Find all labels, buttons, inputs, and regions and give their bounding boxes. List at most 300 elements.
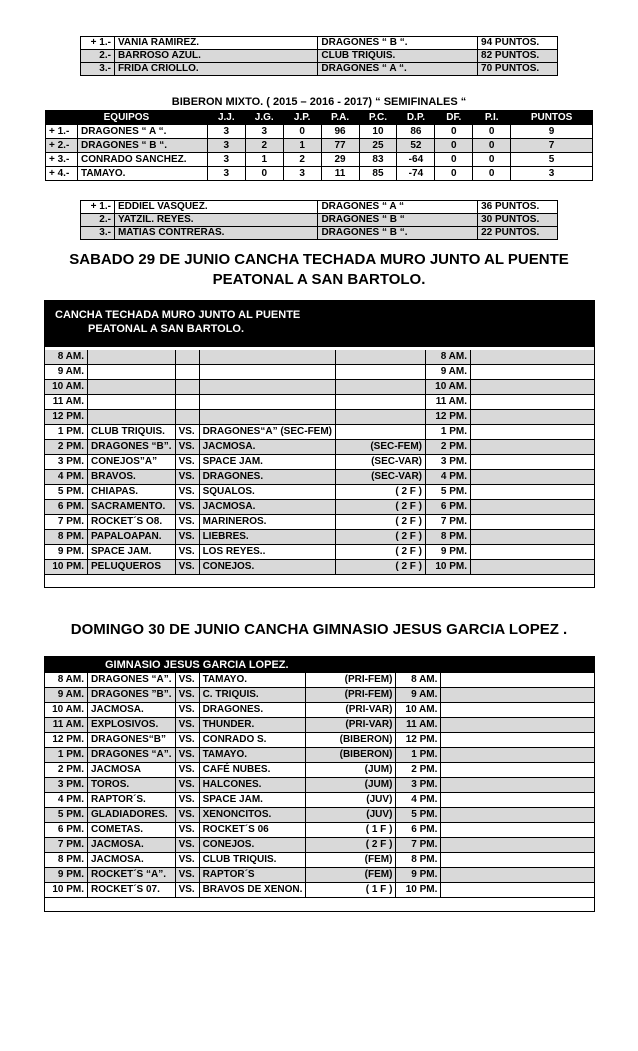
game-category: (PRI-FEM): [306, 673, 396, 688]
row-filler: [471, 425, 594, 440]
home-team: JACMOSA.: [88, 838, 176, 853]
game-time: 10 PM.: [45, 560, 88, 575]
away-team: C. TRIQUIS.: [199, 688, 306, 703]
away-team: [199, 365, 335, 380]
player-name: YATZIL. REYES.: [114, 214, 317, 227]
versus-label: VS.: [175, 778, 199, 793]
team-name: TAMAYO.: [77, 167, 207, 181]
stat-jg: 1: [245, 153, 283, 167]
home-team: TOROS.: [88, 778, 176, 793]
schedule-row: [45, 485, 594, 500]
row-filler: [471, 455, 594, 470]
versus-label: VS.: [175, 545, 199, 560]
away-team: TAMAYO.: [199, 748, 306, 763]
schedule-row: [45, 763, 594, 778]
schedule-row: [45, 778, 594, 793]
game-time: 7 PM.: [45, 515, 88, 530]
column-header: P.A.: [321, 111, 359, 125]
schedule-row: [45, 545, 594, 560]
game-time-repeat: 8 AM.: [396, 673, 441, 688]
player-team: DRAGONES “ B “: [318, 214, 478, 227]
player-points: 70 PUNTOS.: [478, 63, 558, 76]
team-name: DRAGONES “ B “.: [77, 139, 207, 153]
row-filler: [471, 440, 594, 455]
stat-pts: 3: [511, 167, 593, 181]
row-filler: [471, 395, 594, 410]
row-filler: [471, 500, 594, 515]
schedule-row: [45, 425, 594, 440]
away-team: SPACE JAM.: [199, 455, 335, 470]
schedule-row: [45, 808, 594, 823]
versus-label: VS.: [175, 425, 199, 440]
home-team: GLADIADORES.: [88, 808, 176, 823]
versus-label: VS.: [175, 853, 199, 868]
home-team: RAPTOR´S.: [88, 793, 176, 808]
saturday-venue-line2: PEATONAL A SAN BARTOLO.: [88, 323, 245, 335]
stat-df: 0: [435, 139, 473, 153]
game-time: 11 AM.: [45, 395, 88, 410]
schedule-row: [45, 365, 594, 380]
stat-pi: 0: [473, 167, 511, 181]
game-time-repeat: 8 AM.: [426, 350, 471, 365]
schedule-row: [45, 823, 594, 838]
standings-row: [46, 125, 593, 139]
row-filler: [441, 673, 594, 688]
versus-label: [175, 350, 199, 365]
schedule-row: [45, 380, 594, 395]
game-time-repeat: 4 PM.: [426, 470, 471, 485]
versus-label: VS.: [175, 838, 199, 853]
game-category: [336, 395, 426, 410]
game-time: 4 PM.: [45, 793, 88, 808]
game-category: ( 2 F ): [336, 560, 426, 575]
stat-pc: 10: [359, 125, 397, 139]
game-time: 8 PM.: [45, 853, 88, 868]
game-time-repeat: 9 AM.: [426, 365, 471, 380]
away-team: ROCKET´S 06: [199, 823, 306, 838]
schedule-row: [45, 868, 594, 883]
away-team: SPACE JAM.: [199, 793, 306, 808]
column-header: J.P.: [283, 111, 321, 125]
player-points: 82 PUNTOS.: [478, 50, 558, 63]
team-position: + 3.-: [46, 153, 78, 167]
standings-header-row: [46, 111, 593, 125]
game-category: (JUV): [306, 793, 396, 808]
away-team: BRAVOS DE XENON.: [199, 883, 306, 898]
game-time: 8 AM.: [45, 350, 88, 365]
game-time-repeat: 7 PM.: [426, 515, 471, 530]
game-category: (JUM): [306, 778, 396, 793]
stat-pts: 7: [511, 139, 593, 153]
stat-pa: 77: [321, 139, 359, 153]
away-team: LIEBRES.: [199, 530, 335, 545]
game-time: 11 AM.: [45, 718, 88, 733]
away-team: [199, 350, 335, 365]
team-position: + 2.-: [46, 139, 78, 153]
stat-jj: 3: [207, 167, 245, 181]
saturday-schedule: [44, 300, 595, 588]
ranking-row: [81, 214, 558, 227]
row-filler: [441, 853, 594, 868]
stat-jj: 3: [207, 153, 245, 167]
game-time-repeat: 11 AM.: [426, 395, 471, 410]
game-time-repeat: 6 PM.: [396, 823, 441, 838]
versus-label: VS.: [175, 718, 199, 733]
row-filler: [441, 823, 594, 838]
game-time: 9 PM.: [45, 868, 88, 883]
rank-position: 2.-: [81, 214, 115, 227]
player-name: MATIAS CONTRERAS.: [114, 227, 317, 240]
stat-jp: 2: [283, 153, 321, 167]
rank-position: 2.-: [81, 50, 115, 63]
game-time: 1 PM.: [45, 425, 88, 440]
player-name: VANIA RAMIREZ.: [114, 37, 317, 50]
schedule-row: [45, 718, 594, 733]
game-time: 9 PM.: [45, 545, 88, 560]
player-points: 30 PUNTOS.: [478, 214, 558, 227]
game-category: (FEM): [306, 868, 396, 883]
ranking-row: [81, 50, 558, 63]
game-category: [336, 380, 426, 395]
row-filler: [471, 380, 594, 395]
column-header: J.J.: [207, 111, 245, 125]
game-time: 5 PM.: [45, 485, 88, 500]
team-name: CONRADO SANCHEZ.: [77, 153, 207, 167]
game-category: (SEC-FEM): [336, 440, 426, 455]
rank-position: 3.-: [81, 227, 115, 240]
schedule-row: [45, 530, 594, 545]
away-team: XENONCITOS.: [199, 808, 306, 823]
game-time: 12 PM.: [45, 733, 88, 748]
schedule-row: [45, 350, 594, 365]
away-team: RAPTOR´S: [199, 868, 306, 883]
player-points: 36 PUNTOS.: [478, 201, 558, 214]
game-category: (PRI-VAR): [306, 718, 396, 733]
sunday-venue: GIMNASIO JESUS GARCIA LOPEZ.: [45, 657, 594, 673]
home-team: COMETAS.: [88, 823, 176, 838]
stat-pi: 0: [473, 153, 511, 167]
schedule-row: [45, 748, 594, 763]
row-filler: [441, 748, 594, 763]
rank-position: 3.-: [81, 63, 115, 76]
versus-label: VS.: [175, 455, 199, 470]
stat-jg: 2: [245, 139, 283, 153]
stat-df: 0: [435, 153, 473, 167]
game-time-repeat: 3 PM.: [396, 778, 441, 793]
row-filler: [471, 485, 594, 500]
row-filler: [471, 350, 594, 365]
row-filler: [471, 410, 594, 425]
home-team: SACRAMENTO.: [88, 500, 176, 515]
game-time: 5 PM.: [45, 808, 88, 823]
game-category: [336, 365, 426, 380]
home-team: ROCKET´S “A”.: [88, 868, 176, 883]
away-team: TAMAYO.: [199, 673, 306, 688]
away-team: SQUALOS.: [199, 485, 335, 500]
saturday-title-line2: PEATONAL A SAN BARTOLO.: [212, 271, 426, 288]
game-time-repeat: 5 PM.: [396, 808, 441, 823]
game-time: 3 PM.: [45, 455, 88, 470]
row-filler: [441, 838, 594, 853]
row-filler: [441, 793, 594, 808]
game-time-repeat: 2 PM.: [426, 440, 471, 455]
game-time-repeat: 9 PM.: [396, 868, 441, 883]
game-time-repeat: 7 PM.: [396, 838, 441, 853]
column-header: P.C.: [359, 111, 397, 125]
versus-label: VS.: [175, 793, 199, 808]
versus-label: VS.: [175, 748, 199, 763]
game-category: ( 2 F ): [336, 485, 426, 500]
versus-label: [175, 410, 199, 425]
ranking-row: [81, 63, 558, 76]
game-time: 6 PM.: [45, 500, 88, 515]
schedule-row: [45, 883, 594, 898]
game-time: 12 PM.: [45, 410, 88, 425]
home-team: DRAGONES “A”.: [88, 673, 176, 688]
game-time: 9 AM.: [45, 365, 88, 380]
game-time: 10 PM.: [45, 883, 88, 898]
game-time-repeat: 8 PM.: [396, 853, 441, 868]
stat-pa: 29: [321, 153, 359, 167]
schedule-row: [45, 395, 594, 410]
column-header: DF.: [435, 111, 473, 125]
row-filler: [471, 515, 594, 530]
game-time: 9 AM.: [45, 688, 88, 703]
team-position: + 1.-: [46, 125, 78, 139]
home-team: JACMOSA.: [88, 853, 176, 868]
game-time-repeat: 10 AM.: [426, 380, 471, 395]
row-filler: [441, 733, 594, 748]
home-team: JACMOSA.: [88, 703, 176, 718]
versus-label: VS.: [175, 808, 199, 823]
player-points: 22 PUNTOS.: [478, 227, 558, 240]
stat-df: 0: [435, 167, 473, 181]
player-team: CLUB TRIQUIS.: [318, 50, 478, 63]
row-filler: [471, 365, 594, 380]
schedule-row: [45, 838, 594, 853]
team-position: + 4.-: [46, 167, 78, 181]
game-time: 10 AM.: [45, 703, 88, 718]
stat-jj: 3: [207, 139, 245, 153]
home-team: CONEJOS”A”: [88, 455, 176, 470]
game-time-repeat: 9 AM.: [396, 688, 441, 703]
stat-jj: 3: [207, 125, 245, 139]
game-time-repeat: 2 PM.: [396, 763, 441, 778]
stat-pc: 85: [359, 167, 397, 181]
standings-row: [46, 167, 593, 181]
versus-label: VS.: [175, 823, 199, 838]
game-category: ( 1 F ): [306, 883, 396, 898]
game-time: 2 PM.: [45, 440, 88, 455]
row-filler: [471, 530, 594, 545]
player-points: 94 PUNTOS.: [478, 37, 558, 50]
game-time-repeat: 3 PM.: [426, 455, 471, 470]
row-filler: [441, 703, 594, 718]
game-time-repeat: 6 PM.: [426, 500, 471, 515]
stat-dp: 52: [397, 139, 435, 153]
away-team: CONRADO S.: [199, 733, 306, 748]
stat-jp: 0: [283, 125, 321, 139]
away-team: LOS REYES..: [199, 545, 335, 560]
game-time-repeat: 12 PM.: [396, 733, 441, 748]
ranking-top-table: [80, 36, 558, 76]
stat-pa: 96: [321, 125, 359, 139]
schedule-row: [45, 515, 594, 530]
versus-label: [175, 380, 199, 395]
away-team: CAFÉ NUBES.: [199, 763, 306, 778]
rank-position: + 1.-: [81, 201, 115, 214]
away-team: DRAGONES.: [199, 703, 306, 718]
row-filler: [441, 868, 594, 883]
away-team: [199, 410, 335, 425]
away-team: JACMOSA.: [199, 440, 335, 455]
home-team: SPACE JAM.: [88, 545, 176, 560]
game-category: ( 2 F ): [336, 500, 426, 515]
game-category: (PRI-VAR): [306, 703, 396, 718]
game-time: 8 PM.: [45, 530, 88, 545]
game-category: (JUM): [306, 763, 396, 778]
game-time-repeat: 9 PM.: [426, 545, 471, 560]
home-team: [88, 395, 176, 410]
game-category: [336, 425, 426, 440]
schedule-row: [45, 853, 594, 868]
home-team: DRAGONES“B”: [88, 733, 176, 748]
schedule-row: [45, 455, 594, 470]
away-team: CONEJOS.: [199, 838, 306, 853]
game-category: ( 2 F ): [336, 530, 426, 545]
column-header: PUNTOS: [511, 111, 593, 125]
row-filler: [441, 808, 594, 823]
home-team: EXPLOSIVOS.: [88, 718, 176, 733]
saturday-venue-line1: CANCHA TECHADA MURO JUNTO AL PUENTE: [55, 309, 301, 321]
stat-pts: 9: [511, 125, 593, 139]
ranking-row: [81, 37, 558, 50]
game-category: (PRI-FEM): [306, 688, 396, 703]
ranking-bottom-table: [80, 200, 558, 240]
stat-pc: 83: [359, 153, 397, 167]
versus-label: VS.: [175, 440, 199, 455]
stat-pi: 0: [473, 139, 511, 153]
game-category: (JUV): [306, 808, 396, 823]
row-filler: [441, 688, 594, 703]
home-team: JACMOSA: [88, 763, 176, 778]
player-name: FRIDA CRIOLLO.: [114, 63, 317, 76]
game-time-repeat: 10 PM.: [396, 883, 441, 898]
column-header: P.I.: [473, 111, 511, 125]
game-time-repeat: 10 AM.: [396, 703, 441, 718]
game-time: 10 AM.: [45, 380, 88, 395]
stat-pc: 25: [359, 139, 397, 153]
player-name: BARROSO AZUL.: [114, 50, 317, 63]
stat-pts: 5: [511, 153, 593, 167]
row-filler: [441, 763, 594, 778]
standings-row: [46, 153, 593, 167]
away-team: DRAGONES“A” (SEC-FEM): [199, 425, 335, 440]
versus-label: VS.: [175, 515, 199, 530]
stat-dp: -74: [397, 167, 435, 181]
schedule-row: [45, 733, 594, 748]
away-team: MARINEROS.: [199, 515, 335, 530]
sunday-schedule: [44, 656, 595, 912]
game-time: 8 AM.: [45, 673, 88, 688]
schedule-row: [45, 673, 594, 688]
schedule-row: [45, 688, 594, 703]
schedule-row: [45, 440, 594, 455]
rank-position: + 1.-: [81, 37, 115, 50]
versus-label: VS.: [175, 703, 199, 718]
home-team: ROCKET´S 07.: [88, 883, 176, 898]
game-time: 2 PM.: [45, 763, 88, 778]
home-team: [88, 380, 176, 395]
game-time: 4 PM.: [45, 470, 88, 485]
biberon-title: BIBERON MIXTO. ( 2015 – 2016 - 2017) “ SEMIFINALES “: [171, 96, 467, 108]
home-team: PAPALOAPAN.: [88, 530, 176, 545]
sunday-title: DOMINGO 30 DE JUNIO CANCHA GIMNASIO JESUS GARCIA LOPEZ .: [70, 621, 568, 638]
game-category: ( 2 F ): [336, 515, 426, 530]
player-team: DRAGONES “ A “.: [318, 63, 478, 76]
home-team: ROCKET´S O8.: [88, 515, 176, 530]
row-filler: [441, 778, 594, 793]
game-time-repeat: 5 PM.: [426, 485, 471, 500]
game-time-repeat: 4 PM.: [396, 793, 441, 808]
game-time-repeat: 12 PM.: [426, 410, 471, 425]
versus-label: VS.: [175, 485, 199, 500]
home-team: BRAVOS.: [88, 470, 176, 485]
home-team: PELUQUEROS: [88, 560, 176, 575]
game-category: (BIBERON): [306, 733, 396, 748]
saturday-title-line1: SABADO 29 DE JUNIO CANCHA TECHADA MURO JUNTO AL PUENTE: [69, 251, 569, 268]
stat-pi: 0: [473, 125, 511, 139]
stat-jp: 3: [283, 167, 321, 181]
versus-label: VS.: [175, 883, 199, 898]
game-category: (SEC-VAR): [336, 470, 426, 485]
column-header: J.G.: [245, 111, 283, 125]
game-time-repeat: 11 AM.: [396, 718, 441, 733]
away-team: JACMOSA.: [199, 500, 335, 515]
versus-label: VS.: [175, 560, 199, 575]
game-time: 7 PM.: [45, 838, 88, 853]
versus-label: VS.: [175, 688, 199, 703]
versus-label: VS.: [175, 733, 199, 748]
versus-label: VS.: [175, 763, 199, 778]
away-team: HALCONES.: [199, 778, 306, 793]
versus-label: VS.: [175, 673, 199, 688]
game-category: ( 1 F ): [306, 823, 396, 838]
schedule-row: [45, 793, 594, 808]
home-team: [88, 410, 176, 425]
home-team: [88, 365, 176, 380]
row-filler: [471, 470, 594, 485]
schedule-row: [45, 500, 594, 515]
versus-label: VS.: [175, 868, 199, 883]
game-category: (FEM): [306, 853, 396, 868]
player-name: EDDIEL VASQUEZ.: [114, 201, 317, 214]
away-team: [199, 380, 335, 395]
ranking-row: [81, 201, 558, 214]
game-category: ( 2 F ): [306, 838, 396, 853]
versus-label: VS.: [175, 530, 199, 545]
stat-dp: 86: [397, 125, 435, 139]
row-filler: [471, 560, 594, 575]
game-time-repeat: 1 PM.: [396, 748, 441, 763]
game-category: ( 2 F ): [336, 545, 426, 560]
game-time: 3 PM.: [45, 778, 88, 793]
stat-df: 0: [435, 125, 473, 139]
game-time: 6 PM.: [45, 823, 88, 838]
versus-label: VS.: [175, 470, 199, 485]
player-team: DRAGONES “ B “.: [318, 37, 478, 50]
standings-table: [45, 110, 593, 181]
